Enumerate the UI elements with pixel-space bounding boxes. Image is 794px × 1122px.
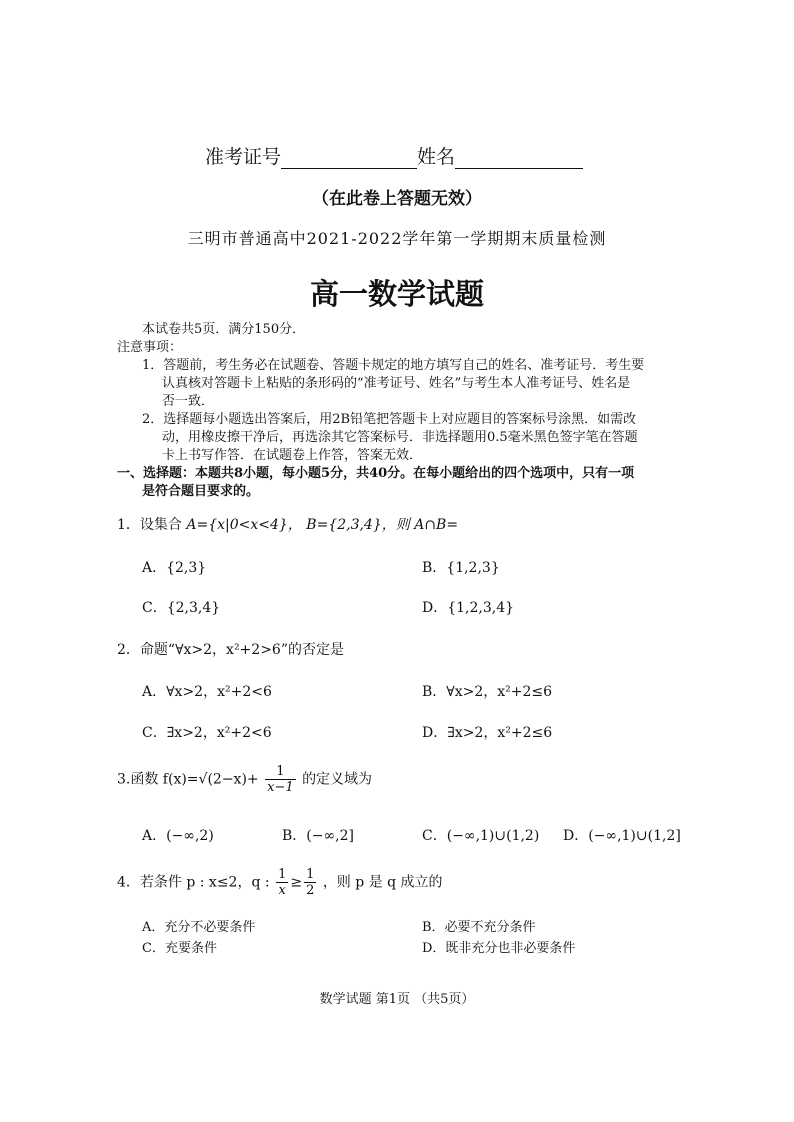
- question-4-option-d: D．既非充分也非必要条件: [422, 941, 576, 956]
- exam-summary: 本试卷共5页．满分150分．: [142, 322, 306, 337]
- question-4-fraction-2: [304, 867, 316, 898]
- name-blank: [455, 150, 583, 169]
- note2-line2: 动，用橡皮擦干净后，再选涂其它答案标号．非选择题用0.5毫米黑色签字笔在答题: [162, 430, 638, 445]
- note2-line3: 卡上书写作答．在试题卷上作答，答案无效．: [162, 448, 423, 463]
- question-4-option-b: B．必要不充分条件: [422, 920, 536, 935]
- question-3-suffix: 的定义域为: [302, 771, 373, 788]
- question-1-ask: A∩B=: [414, 517, 459, 533]
- question-4-relation: ≥: [290, 874, 303, 891]
- ticket-number-label: 准考证号: [205, 146, 282, 168]
- question-2-option-c: C．∃x>2，x²+2<6: [142, 725, 272, 741]
- question-4-suffix: ，则 p 是 q 成立的: [322, 874, 443, 891]
- question-1-set-b: B={2,3,4}，则: [306, 517, 410, 533]
- note1-line2: 认真核对答题卡上粘贴的条形码的“准考证号、姓名”与考生本人准考证号、姓名是: [162, 376, 631, 391]
- question-3-fraction-denominator: x−1: [267, 780, 294, 795]
- page-footer: 数学试题 第1页 （共5页）: [319, 992, 475, 1007]
- question-1-option-b: B．{1,2,3}: [422, 560, 500, 576]
- question-2-option-d: D．∃x>2，x²+2≤6: [422, 725, 553, 741]
- question-3-option-c: C．(−∞,1)∪(1,2): [422, 828, 540, 844]
- question-4-fraction-1: [276, 867, 288, 898]
- question-3-stem: [117, 764, 372, 795]
- question-3-option-a: A．(−∞,2): [142, 828, 214, 844]
- question-4-fraction-1-denominator: x: [278, 883, 286, 898]
- question-1-option-c: C．{2,3,4}: [142, 600, 221, 616]
- question-1-set-a: A={x|0<x<4}，: [186, 517, 302, 533]
- question-3-fraction: [265, 764, 296, 795]
- ticket-number-row: [205, 142, 583, 169]
- note2-line1: 2．选择题每小题选出答案后，用2B铅笔把答题卡上对应题目的答案标号涂黑．如需改: [142, 412, 637, 427]
- note1-line3: 否一致．: [162, 394, 215, 409]
- question-4-fraction-2-denominator: 2: [306, 883, 315, 898]
- question-1-stem: [117, 514, 458, 534]
- question-1-number: 1．设集合: [117, 517, 182, 533]
- name-label: 姓名: [417, 146, 456, 168]
- question-2-option-a: A．∀x>2，x²+2<6: [142, 684, 272, 700]
- invalid-notice: （在此卷上答题无效）: [312, 189, 482, 209]
- section1-heading-line2: 是符合题目要求的。: [142, 484, 260, 499]
- question-3-option-d: D．(−∞,1)∪(1,2]: [563, 828, 681, 844]
- question-2-option-b: B．∀x>2，x²+2≤6: [422, 684, 553, 700]
- question-2-stem: 2．命题“∀x>2，x²+2>6”的否定是: [117, 642, 344, 658]
- question-3-option-b: B．(−∞,2]: [282, 828, 354, 844]
- question-4-option-a: A．充分不必要条件: [142, 920, 256, 935]
- question-4-fraction-1-numerator: 1: [278, 867, 287, 882]
- question-4-option-c: C．充要条件: [142, 941, 217, 956]
- exam-title: 三明市普通高中2021-2022学年第一学期期末质量检测: [187, 229, 607, 248]
- question-1-option-a: A．{2,3}: [142, 560, 207, 576]
- question-1-option-d: D．{1,2,3,4}: [422, 600, 515, 616]
- note1-line1: 1．答题前，考生务必在试题卷、答题卡规定的地方填写自己的姓名、准考证号．考生要: [142, 358, 645, 373]
- question-4-stem: [117, 867, 443, 898]
- question-3-fraction-numerator: 1: [265, 764, 296, 780]
- question-4-fraction-2-numerator: 1: [306, 867, 315, 882]
- subject-title: 高一数学试题: [309, 277, 484, 311]
- ticket-number-blank: [281, 150, 417, 169]
- notes-heading: 注意事项：: [117, 340, 183, 355]
- question-4-prefix: 4．若条件 p : x≤2，q :: [117, 874, 270, 891]
- question-3-prefix: 3.函数 f(x)=√(2−x)+: [117, 771, 259, 788]
- section1-heading-line1: 一、选择题：本题共8小题，每小题5分，共40分。在每小题给出的四个选项中，只有一项: [117, 466, 635, 481]
